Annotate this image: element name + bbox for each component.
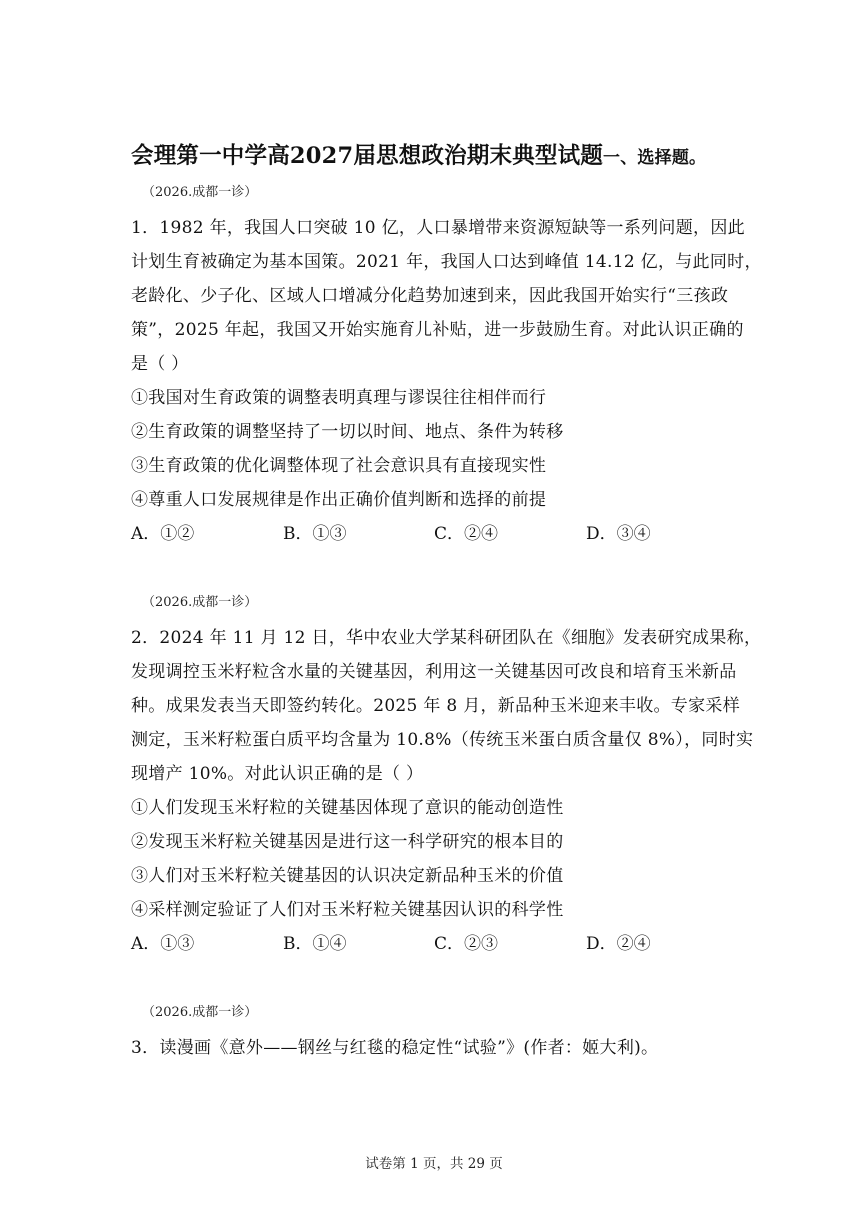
question-2-statement-2: ②发现玉米籽粒关键基因是进行这一科学研究的根本目的 bbox=[131, 832, 564, 852]
question-2-statement-1: ①人们发现玉米籽粒的关键基因体现了意识的能动创造性 bbox=[131, 798, 564, 818]
question-3-source: （2026.成都一诊） bbox=[142, 1005, 258, 1020]
question-1-source: （2026.成都一诊） bbox=[142, 185, 258, 200]
question-1-line-4: 策”，2025 年起，我国又开始实施育儿补贴，进一步鼓励生育。对此认识正确的 bbox=[131, 320, 744, 340]
question-1-statement-4: ④尊重人口发展规律是作出正确价值判断和选择的前提 bbox=[131, 490, 547, 510]
question-2-line-4: 测定，玉米籽粒蛋白质平均含量为 10.8%（传统玉米蛋白质含量仅 8%），同时实 bbox=[131, 730, 754, 750]
question-1-line-1: 1．1982 年，我国人口突破 10 亿，人口暴增带来资源短缺等一系列问题，因此 bbox=[131, 218, 745, 238]
page-footer: 试卷第 1 页，共 29 页 bbox=[365, 1156, 503, 1172]
question-1-line-2: 计划生育被确定为基本国策。2021 年，我国人口达到峰值 14.12 亿，与此同时， bbox=[131, 252, 762, 272]
question-1-line-5: 是（ ） bbox=[131, 354, 189, 374]
question-2-option-c[interactable]: C．②③ bbox=[434, 934, 499, 954]
question-1-statement-2: ②生育政策的调整坚持了一切以时间、地点、条件为转移 bbox=[131, 422, 564, 442]
question-2-line-2: 发现调控玉米籽粒含水量的关键基因，利用这一关键基因可改良和培育玉米新品 bbox=[131, 662, 737, 682]
question-3-line-1: 3．读漫画《意外——钢丝与红毯的稳定性“试验”》(作者：姬大利)。 bbox=[131, 1038, 659, 1058]
page-title bbox=[131, 138, 706, 170]
question-1-option-b[interactable]: B．①③ bbox=[283, 524, 347, 544]
question-2-line-3: 种。成果发表当天即签约转化。2025 年 8 月，新品种玉米迎来丰收。专家采样 bbox=[131, 696, 740, 716]
title-suffix: 一、选择题。 bbox=[603, 148, 707, 168]
question-2-statement-4: ④采样测定验证了人们对玉米籽粒关键基因认识的科学性 bbox=[131, 900, 564, 920]
question-1-option-c[interactable]: C．②④ bbox=[434, 524, 499, 544]
question-2-option-d[interactable]: D．②④ bbox=[586, 934, 651, 954]
question-2-option-a[interactable]: A．①③ bbox=[131, 934, 195, 954]
question-2-source: （2026.成都一诊） bbox=[142, 595, 258, 610]
question-1-statement-1: ①我国对生育政策的调整表明真理与谬误往往相伴而行 bbox=[131, 388, 547, 408]
question-2-statement-3: ③人们对玉米籽粒关键基因的认识决定新品种玉米的价值 bbox=[131, 866, 564, 886]
question-1-option-d[interactable]: D．③④ bbox=[586, 524, 651, 544]
question-1-statement-3: ③生育政策的优化调整体现了社会意识具有直接现实性 bbox=[131, 456, 547, 476]
question-2-option-b[interactable]: B．①④ bbox=[283, 934, 347, 954]
question-2-line-5: 现增产 10%。对此认识正确的是（ ） bbox=[131, 764, 424, 784]
question-1-line-3: 老龄化、少子化、区域人口增减分化趋势加速到来，因此我国开始实行“三孩政 bbox=[131, 286, 729, 306]
title-main: 会理第一中学高2027届思想政治期末典型试题 bbox=[131, 143, 604, 169]
question-1-option-a[interactable]: A．①② bbox=[131, 524, 195, 544]
question-2-line-1: 2．2024 年 11 月 12 日，华中农业大学某科研团队在《细胞》发表研究成果称， bbox=[131, 628, 762, 648]
